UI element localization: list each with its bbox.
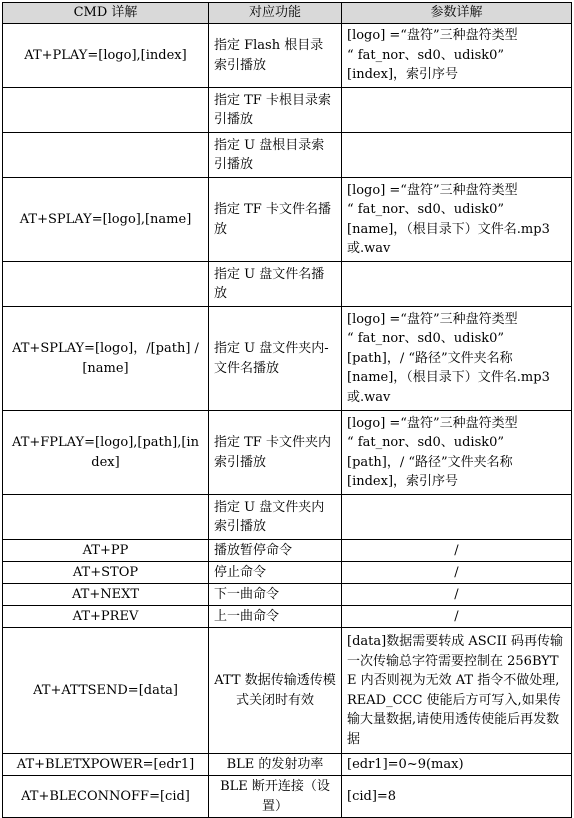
param-line: [logo] =“盘符”三种盘符类型	[347, 182, 518, 198]
table-row	[3, 24, 572, 88]
params-cell: [data]数据需要转成 ASCII 码再传输一次传输总字符需要控制在 256BYTE 内否则视为无效 AT 指令不做处理,READ_CCC 使能后方可写入,如果传输大量数据,请使用透传使能后再发数据	[342, 628, 572, 754]
params-cell: [edr1]=0~9(max)	[342, 754, 572, 776]
function-cell: 指定 TF 卡根目录索引播放	[209, 88, 342, 133]
params-cell	[342, 411, 572, 495]
cmd-cell: AT+PLAY=[logo],[index]	[3, 24, 209, 88]
param-line: [name]，（根目录下）文件名.mp3 或.wav	[347, 370, 550, 405]
header-row	[3, 3, 572, 24]
function-cell: 指定 U 盘根目录索引播放	[209, 133, 342, 178]
param-line: [logo] =“盘符”三种盘符类型	[347, 311, 518, 327]
function-cell: BLE 断开连接（设置）	[209, 776, 342, 818]
table-row	[3, 562, 572, 584]
params-cell: /	[342, 584, 572, 606]
table-row	[3, 628, 572, 754]
function-cell: 指定 TF 卡文件夹内索引播放	[209, 411, 342, 495]
table-row	[3, 606, 572, 628]
function-cell: 下一曲命令	[209, 584, 342, 606]
params-cell: [cid]=8	[342, 776, 572, 818]
param-line: “ fat_nor、sd0、udisk0”	[347, 47, 505, 63]
cmd-cell: AT+SPLAY=[logo]，/[path] / [name]	[3, 307, 209, 411]
cmd-cell: AT+STOP	[3, 562, 209, 584]
cmd-cell: AT+NEXT	[3, 584, 209, 606]
params-cell: /	[342, 540, 572, 562]
header-function: 对应功能	[209, 3, 342, 24]
cmd-cell	[3, 88, 209, 133]
header-params: 参数详解	[342, 3, 572, 24]
params-cell	[342, 24, 572, 88]
param-line: [logo] =“盘符”三种盘符类型	[347, 415, 518, 431]
cmd-cell	[3, 133, 209, 178]
param-line: [path]，/ “路径”文件夹名称	[347, 454, 513, 470]
params-cell	[342, 495, 572, 540]
table-row	[3, 776, 572, 818]
table-row	[3, 495, 572, 540]
function-cell: 上一曲命令	[209, 606, 342, 628]
cmd-cell: AT+ATTSEND=[data]	[3, 628, 209, 754]
param-line: “ fat_nor、sd0、udisk0”	[347, 435, 505, 450]
table-row	[3, 262, 572, 307]
param-line: [logo] =“盘符”三种盘符类型	[347, 28, 518, 44]
cmd-cell: AT+PREV	[3, 606, 209, 628]
cmd-cell	[3, 495, 209, 540]
header-cmd: CMD 详解	[3, 3, 209, 24]
param-line: “ fat_nor、sd0、udisk0”	[347, 331, 505, 347]
cmd-cell: AT+PP	[3, 540, 209, 562]
function-cell: 指定 Flash 根目录索引播放	[209, 24, 342, 88]
params-cell	[342, 178, 572, 262]
function-cell: 指定 TF 卡文件名播放	[209, 178, 342, 262]
cmd-cell: AT+FPLAY=[logo],[path],[index]	[3, 411, 209, 495]
cmd-cell	[3, 262, 209, 307]
param-line: [path]，/ “路径”文件夹名称	[347, 350, 513, 366]
params-cell: /	[342, 606, 572, 628]
table-row	[3, 584, 572, 606]
table-row	[3, 540, 572, 562]
table-row	[3, 307, 572, 411]
function-cell: 停止命令	[209, 562, 342, 584]
function-cell: 播放暂停命令	[209, 540, 342, 562]
params-cell	[342, 88, 572, 133]
function-cell: 指定 U 盘文件名播放	[209, 262, 342, 307]
function-cell: 指定 U 盘文件夹内-文件名播放	[209, 307, 342, 411]
table-row	[3, 178, 572, 262]
param-line: [index]，索引序号	[347, 67, 459, 83]
function-cell: ATT 数据传输透传模式关闭时有效	[209, 628, 342, 754]
function-cell: BLE 的发射功率	[209, 754, 342, 776]
cmd-cell: AT+BLECONNOFF=[cid]	[3, 776, 209, 818]
param-line: [name]，（根目录下）文件名.mp3 或.wav	[347, 221, 550, 256]
params-cell	[342, 133, 572, 178]
at-command-table	[2, 2, 572, 818]
cmd-cell: AT+BLETXPOWER=[edr1]	[3, 754, 209, 776]
params-cell	[342, 307, 572, 411]
table-row	[3, 88, 572, 133]
param-line: “ fat_nor、sd0、udisk0”	[347, 202, 505, 217]
param-line: [index]，索引序号	[347, 474, 459, 489]
cmd-cell: AT+SPLAY=[logo],[name]	[3, 178, 209, 262]
function-cell: 指定 U 盘文件夹内索引播放	[209, 495, 342, 540]
params-cell: /	[342, 562, 572, 584]
table-row	[3, 133, 572, 178]
table-row	[3, 754, 572, 776]
params-cell	[342, 262, 572, 307]
table-row	[3, 411, 572, 495]
